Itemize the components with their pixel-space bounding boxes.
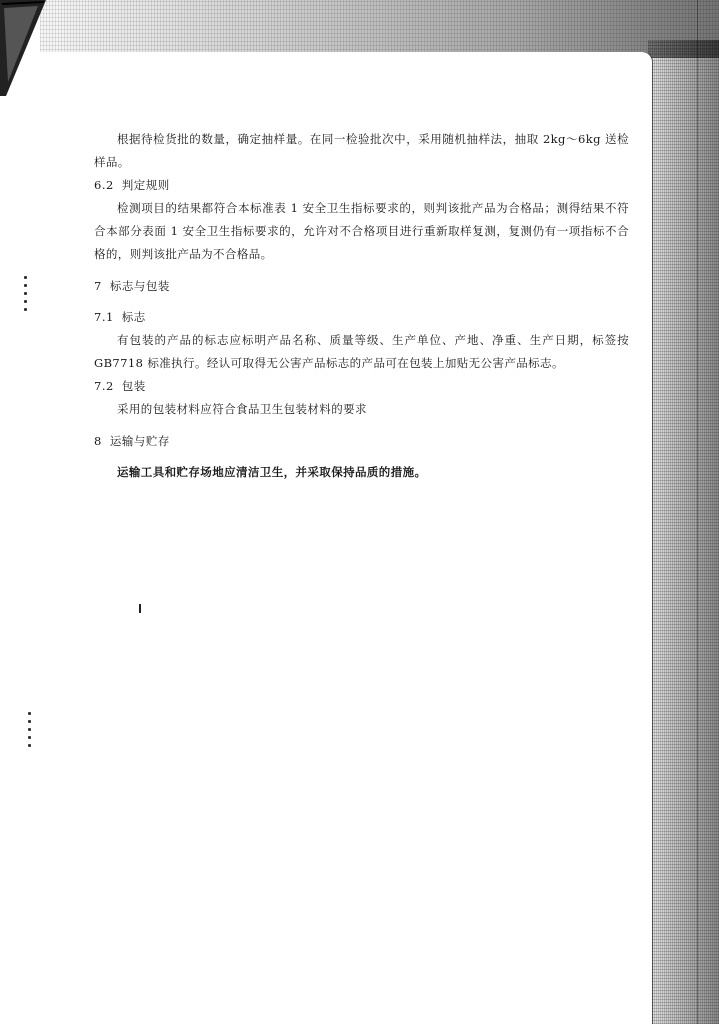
judgement-paragraph: 检测项目的结果都符合本标准表 1 安全卫生指标要求的，则判该批产品为合格品；测得结果不符合本部分表面 1 安全卫生指标要求的，允许对不合格项目进行重新取样复测，复测仍有一项指标不合格的，则判该批产品为不合格品。: [94, 201, 629, 261]
scan-edge-line: [697, 0, 698, 1024]
section-title: 标志: [121, 310, 146, 324]
section-number: 6.2: [94, 178, 114, 192]
section-7-heading: [94, 275, 629, 298]
scan-speckles-upper: [24, 276, 27, 316]
document-body: [94, 128, 629, 484]
section-title: 包装: [121, 379, 146, 393]
section-number: 8: [94, 434, 102, 448]
section-number: 7: [94, 279, 102, 293]
section-title: 运输与贮存: [109, 434, 170, 448]
scan-speckles-lower: [28, 712, 31, 752]
section-8-heading: [94, 430, 629, 453]
marking-paragraph: 有包装的产品的标志应标明产品名称、质量等级、生产单位、产地、净重、生产日期，标签按 GB7718 标准执行。经认可取得无公害产品标志的产品可在包装上加贴无公害产品标志。: [94, 333, 629, 370]
section-7-2-heading: [94, 375, 629, 398]
section-title: 标志与包装: [109, 279, 170, 293]
section-number: 7.1: [94, 310, 114, 324]
section-title: 判定规则: [121, 178, 170, 192]
stray-ink-mark: [139, 604, 141, 613]
transport-paragraph: 运输工具和贮存场地应清洁卫生，并采取保持品质的措施。: [117, 465, 427, 479]
scan-shadow-right: [648, 40, 719, 1024]
section-7-1-heading: [94, 306, 629, 329]
sampling-paragraph: 根据待检货批的数量，确定抽样量。在同一检验批次中，采用随机抽样法，抽取 2kg～6kg 送检样品。: [94, 132, 629, 169]
packaging-paragraph: 采用的包装材料应符合食品卫生包装材料的要求: [117, 402, 367, 416]
section-6-2-heading: [94, 174, 629, 197]
scan-shadow-top: [40, 0, 719, 58]
folded-corner-mark: [0, 0, 60, 100]
section-number: 7.2: [94, 379, 114, 393]
